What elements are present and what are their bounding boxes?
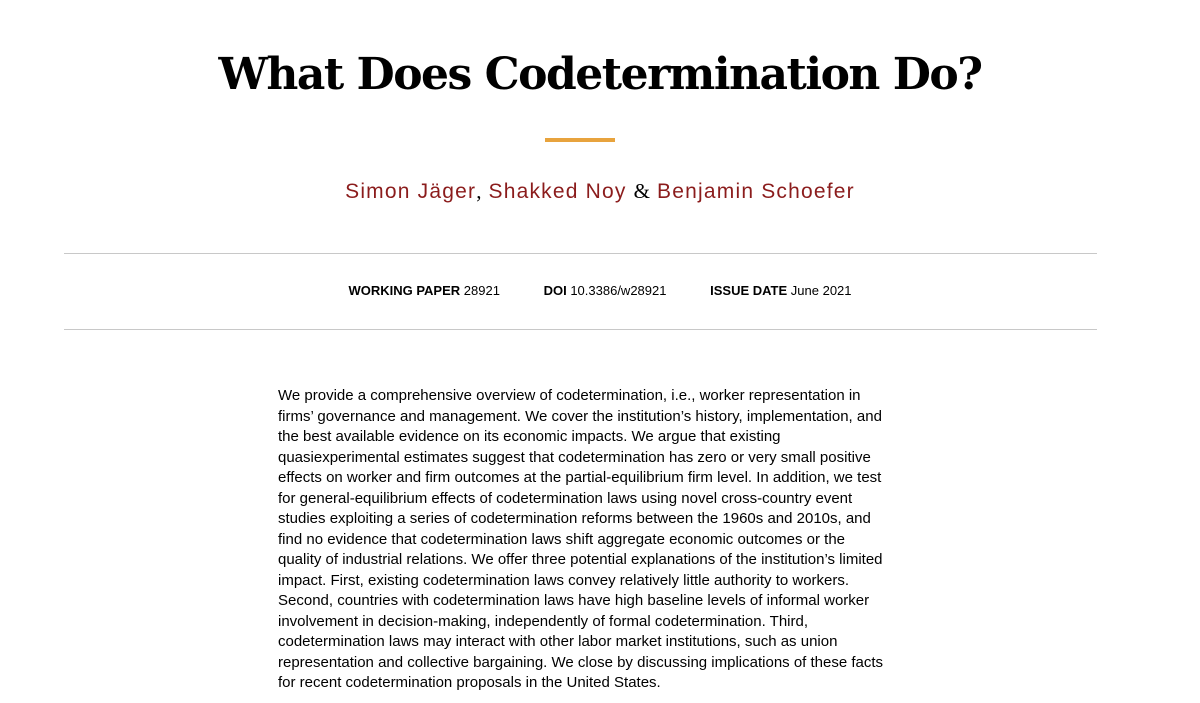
abstract-text: We provide a comprehensive overview of codetermination, i.e., worker representation in firms’ governance and management. We cover the institution’s history, implementation, and the best available evidence on its economic impacts. We argue that existing quasiexperimental estimates suggest that codetermination has zero or very small positive effects on worker and firm outcomes at the partial-equilibrium firm level. In addition, we test for general-equilibrium effects of codetermination laws using novel cross-country event studies exploiting a series of codetermination reforms between the 1960s and 2010s, and find no evidence that codetermination laws shift aggregate economic outcomes or the quality of industrial relations. We offer three potential explanations of the institution’s limited impact. First, existing codetermination laws convey relatively little authority to workers. Second, countries with codetermination laws have high baseline levels of informal worker involvement in decision-making, independently of formal codetermination. Third, codetermination laws may interact with other labor market institutions, such as union representation and collective bargaining. We close by discussing implications of these facts for recent codetermination proposals in the United States. — [278, 387, 884, 691]
paper-metadata — [0, 282, 1200, 300]
working-paper-label: WORKING PAPER — [348, 283, 461, 298]
author-list — [0, 176, 1200, 207]
doi-label: DOI — [543, 283, 567, 298]
issue-date-label: ISSUE DATE — [710, 283, 788, 298]
author-link-shakked-noy[interactable]: Shakked Noy — [488, 180, 627, 203]
author-separator-ampersand: & — [633, 179, 650, 203]
issue-date — [710, 282, 851, 300]
author-link-benjamin-schoefer[interactable]: Benjamin Schoefer — [657, 180, 855, 203]
page-title: What Does Codetermination Do? — [218, 49, 982, 100]
working-paper-value: 28921 — [463, 283, 500, 298]
metadata-bottom-divider — [64, 329, 1097, 330]
doi-value: 10.3386/w28921 — [570, 283, 667, 298]
working-paper-number — [348, 282, 500, 300]
title-accent-rule — [545, 138, 615, 142]
metadata-top-divider — [64, 253, 1097, 254]
issue-date-value: June 2021 — [790, 283, 852, 298]
author-separator-comma: , — [476, 179, 482, 203]
doi — [544, 282, 667, 300]
author-link-simon-jager[interactable]: Simon Jäger — [345, 180, 477, 203]
